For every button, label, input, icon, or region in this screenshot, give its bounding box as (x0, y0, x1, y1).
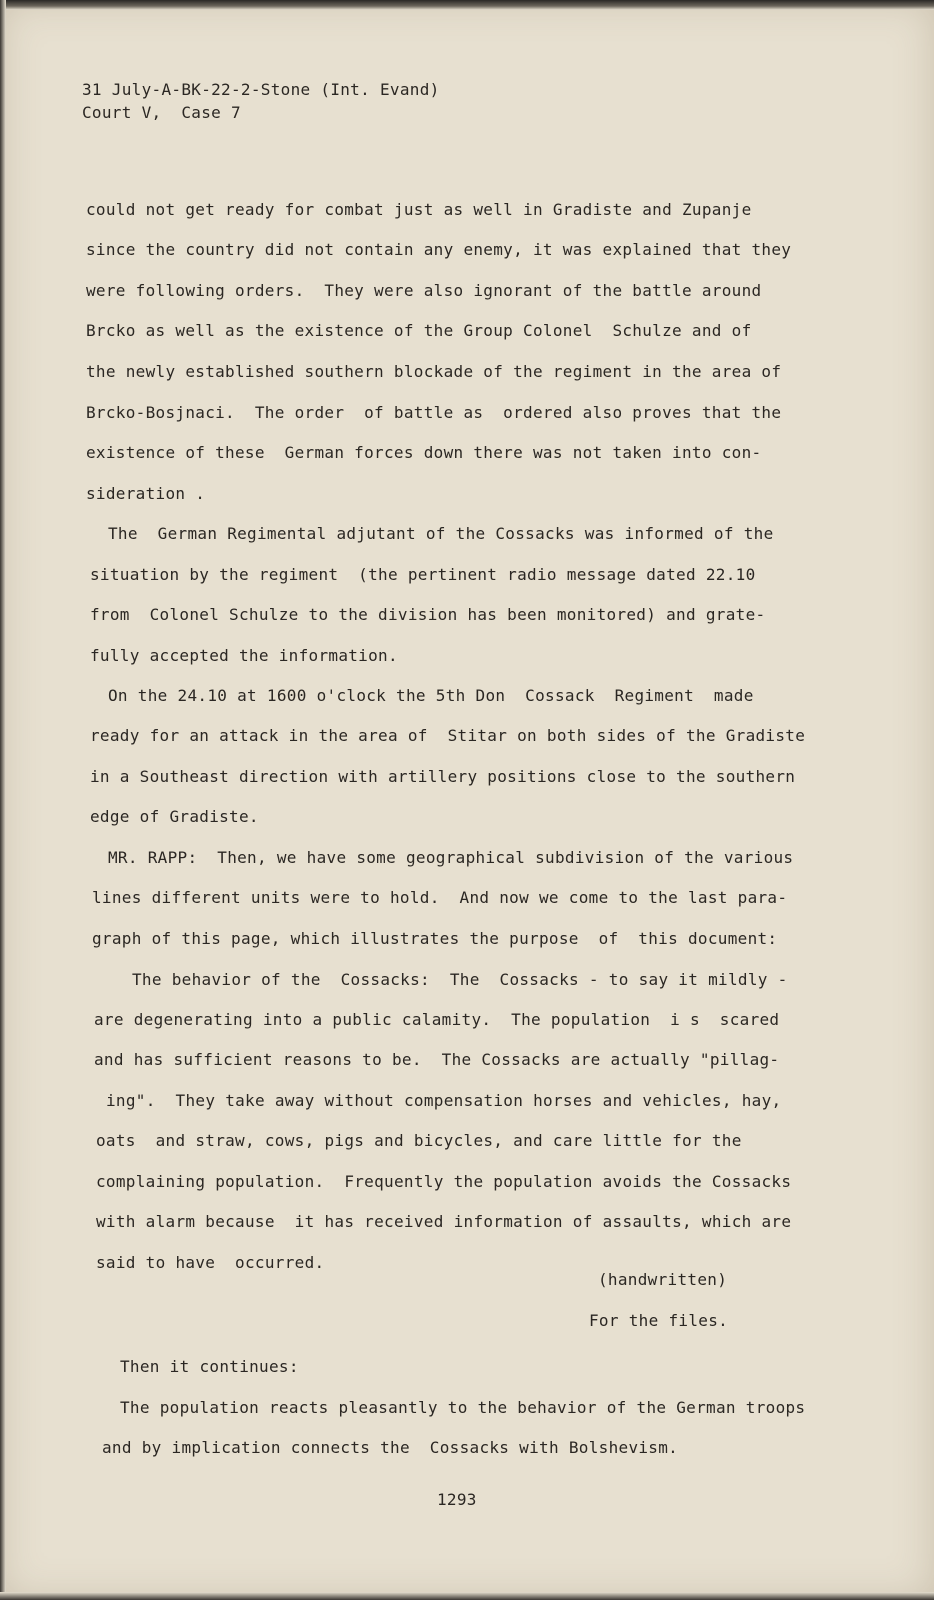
body-line: oats and straw, cows, pigs and bicycles, and care little for the (96, 1131, 742, 1150)
closing-line: and by implication connects the Cossacks with Bolshevism. (102, 1438, 679, 1457)
body-line: are degenerating into a public calamity. The population i s scared (94, 1010, 780, 1029)
header-line-2: Court V, Case 7 (82, 103, 241, 122)
body-line: fully accepted the information. (90, 646, 398, 665)
for-files-note: For the files. (589, 1311, 729, 1330)
body-line: On the 24.10 at 1600 o'clock the 5th Don Cossack Regiment made (108, 686, 754, 705)
body-line: Brcko as well as the existence of the Group Colonel Schulze and of (86, 321, 752, 340)
scan-bottom-edge (0, 1592, 934, 1600)
body-line: Brcko-Bosjnaci. The order of battle as ordered also proves that the (86, 403, 782, 422)
body-line: graph of this page, which illustrates the purpose of this document: (92, 929, 778, 948)
body-line: the newly established southern blockade of the regiment in the area of (86, 362, 782, 381)
body-line: and has sufficient reasons to be. The Cossacks are actually "pillag- (94, 1050, 780, 1069)
body-line: said to have occurred. (96, 1253, 325, 1272)
body-line: in a Southeast direction with artillery positions close to the southern (90, 767, 796, 786)
body-line: from Colonel Schulze to the division has been monitored) and grate- (90, 605, 766, 624)
continues-line: Then it continues: (120, 1357, 299, 1376)
body-line: The German Regimental adjutant of the Cossacks was informed of the (108, 524, 774, 543)
handwritten-label: (handwritten) (598, 1270, 728, 1289)
body-line: existence of these German forces down there was not taken into con- (86, 443, 762, 462)
scan-top-edge (0, 0, 934, 10)
closing-line: The population reacts pleasantly to the behavior of the German troops (120, 1398, 806, 1417)
body-line: ready for an attack in the area of Stitar on both sides of the Gradiste (90, 726, 806, 745)
body-line: with alarm because it has received information of assaults, which are (96, 1212, 792, 1231)
header-line-1: 31 July-A-BK-22-2-Stone (Int. Evand) (82, 80, 440, 99)
body-line: since the country did not contain any enemy, it was explained that they (86, 240, 792, 259)
body-line: situation by the regiment (the pertinent radio message dated 22.10 (90, 565, 756, 584)
page-number: 1293 (437, 1490, 477, 1509)
body-line: MR. RAPP: Then, we have some geographical subdivision of the various (108, 848, 794, 867)
body-line: edge of Gradiste. (90, 807, 259, 826)
body-line: ing". They take away without compensation horses and vehicles, hay, (106, 1091, 782, 1110)
body-line: complaining population. Frequently the population avoids the Cossacks (96, 1172, 792, 1191)
body-line: were following orders. They were also ignorant of the battle around (86, 281, 762, 300)
body-line: sideration . (86, 484, 206, 503)
body-line: lines different units were to hold. And now we come to the last para- (92, 888, 788, 907)
body-line: could not get ready for combat just as well in Gradiste and Zupanje (86, 200, 752, 219)
scan-left-edge (0, 0, 6, 1600)
body-line: The behavior of the Cossacks: The Cossacks - to say it mildly - (132, 970, 788, 989)
